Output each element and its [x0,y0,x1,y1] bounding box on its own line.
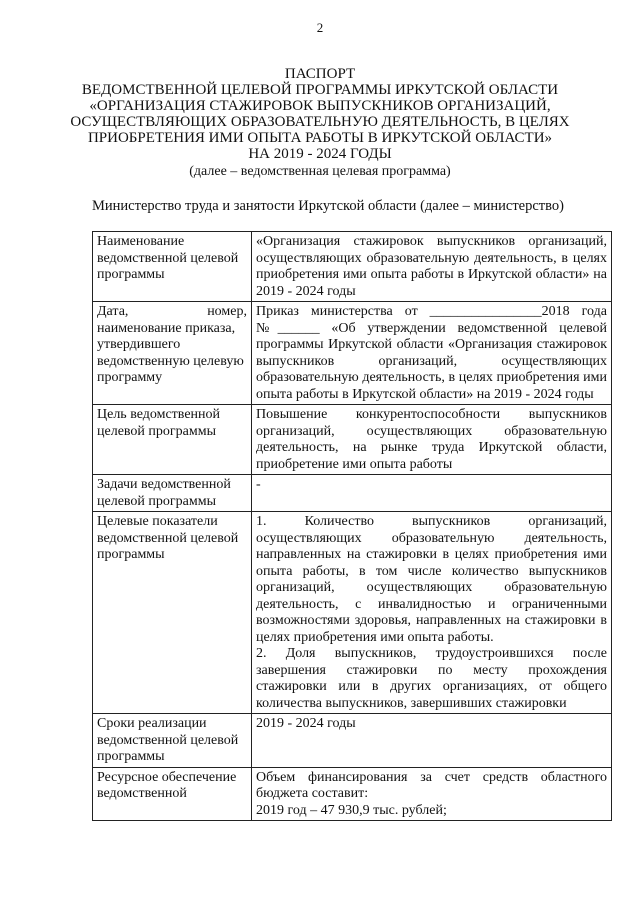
heading-line: «ОРГАНИЗАЦИЯ СТАЖИРОВОК ВЫПУСКНИКОВ ОРГАНИЗАЦИЙ, [89,98,551,114]
ministry-line: Министерство труда и занятости Иркутской области (далее – министерство) [92,198,564,214]
row-label: Задачи ведомственной целевой программы [93,475,252,512]
funding-text: Объем финансирования за счет средств областного бюджета составит: [256,769,607,801]
indicator-1: 1. Количество выпускников организаций, осуществляющих образовательную деятельность, направленных на стажировки в целях приобретения ими опыта работы, в том числе количество выпускников организаций, осуществляющих образовательную деятельность, с инвалидностью и ограниченными возможностями здоровья, направленных на стажировки в целях приобретения ими опыта работы. [256,514,607,645]
heading-line: НА 2019 - 2024 ГОДЫ [248,146,392,162]
heading-subtitle: (далее – ведомственная целевая программа) [189,164,451,179]
row-value: Повышение конкурентоспособности выпускников организаций, осуществляющих образовательную деятельность, на рынке труда Иркутской области, приобретение ими опыта работы [252,405,612,475]
table-row [93,302,612,405]
row-label: Ресурсное обеспечение ведомственной [93,767,252,821]
indicator-2: 2. Доля выпускников, трудоустроившихся после завершения стажировки по месту прохождения стажировки или в других организациях, от общего количества выпускников, завершивших стажировки [256,646,607,711]
table-row [93,714,612,768]
row-label: Сроки реализации ведомственной целевой программы [93,714,252,768]
row-value [252,512,612,714]
passport-heading [0,66,640,181]
row-label-rest: наименование приказа, утвердившего ведомственную целевую программу [97,320,244,385]
funding-year: 2019 год – 47 930,9 тыс. рублей; [256,802,447,818]
row-label [93,302,252,405]
row-label-word: Дата, [97,304,129,319]
row-value [252,767,612,821]
heading-line: ВЕДОМСТВЕННОЙ ЦЕЛЕВОЙ ПРОГРАММЫ ИРКУТСКОЙ ОБЛАСТИ [81,82,559,98]
row-label: Цель ведомственной целевой программы [93,405,252,475]
table-row [93,232,612,302]
row-value: 2019 - 2024 годы [252,714,612,768]
passport-table [92,231,612,821]
row-label-first-line [97,304,247,321]
row-label: Целевые показатели ведомственной целевой программы [93,512,252,714]
row-value: «Организация стажировок выпускников организаций, осуществляющих образовательную деятельность, в целях приобретения ими опыта работы в Иркутской области» на 2019 - 2024 годы [252,232,612,302]
table-row [93,767,612,821]
heading-line: ОСУЩЕСТВЛЯЮЩИХ ОБРАЗОВАТЕЛЬНУЮ ДЕЯТЕЛЬНОСТЬ, В ЦЕЛЯХ [70,114,570,130]
heading-line: ПРИОБРЕТЕНИЯ ИМИ ОПЫТА РАБОТЫ В ИРКУТСКОЙ ОБЛАСТИ» [87,130,553,146]
heading-line: ПАСПОРТ [284,66,356,82]
page-number: 2 [316,20,324,35]
table-row [93,405,612,475]
row-label: Наименование ведомственной целевой программы [93,232,252,302]
row-label-word: номер, [207,304,247,319]
table-row [93,512,612,714]
table-row [93,475,612,512]
row-value: - [252,475,612,512]
row-value: Приказ министерства от ________________2018 года №______ «Об утверждении ведомственной целевой программы Иркутской области «Организация стажировок выпускников организаций, осуществляющих образовательную деятельность, в целях приобретения ими опыта работы в Иркутской области» на 2019 - 2024 годы [252,302,612,405]
